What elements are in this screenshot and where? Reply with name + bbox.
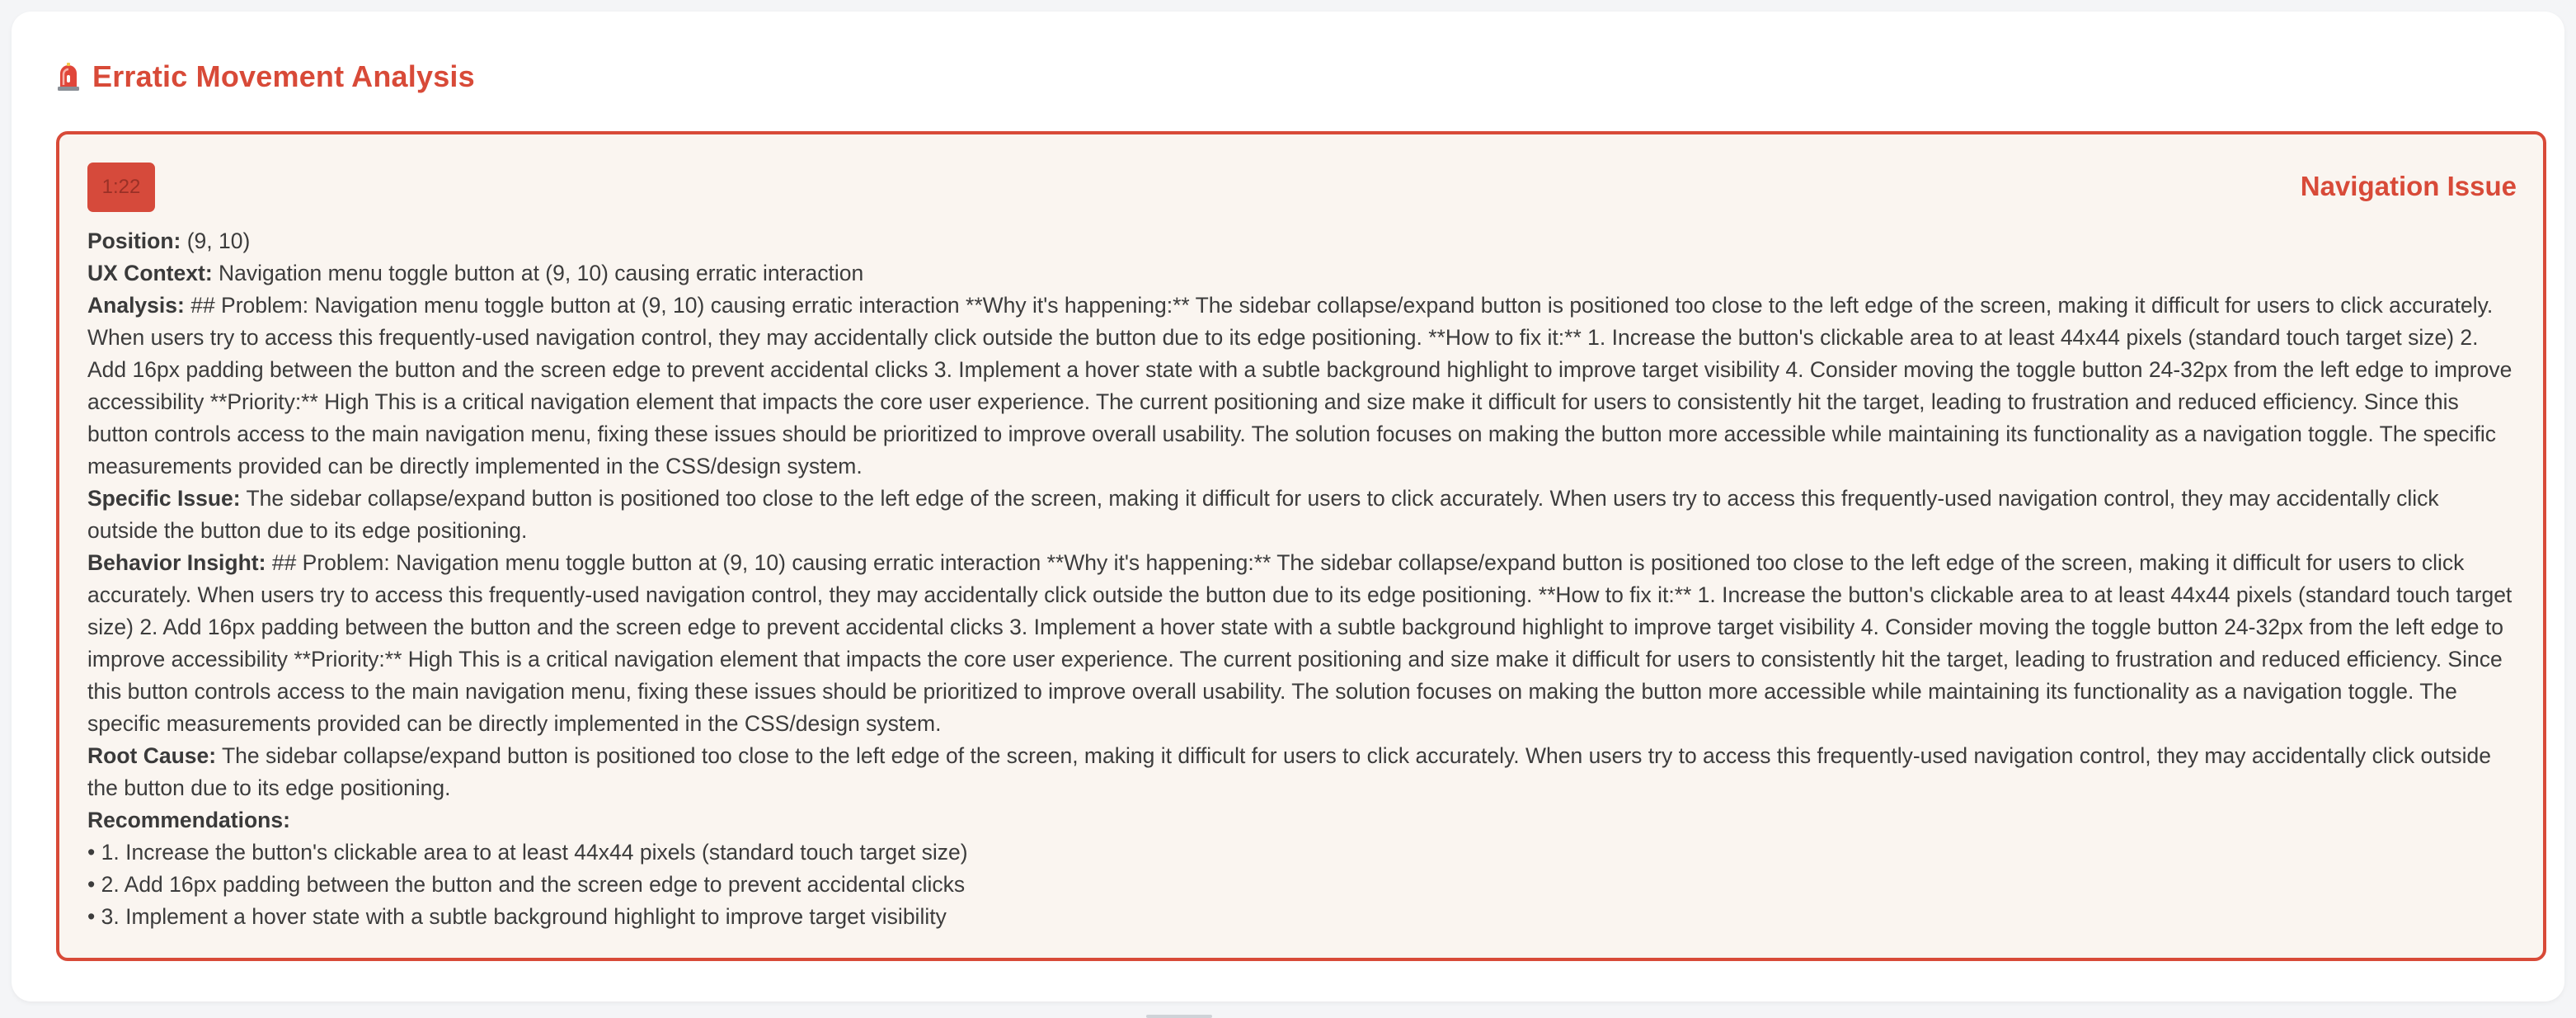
position-label: Position: [87, 229, 181, 253]
behavior-insight-value: ## Problem: Navigation menu toggle button at (9, 10) causing erratic interaction **Why it's happening:** The sidebar collapse/expand button is positioned too close to the left edge of the screen, making it difficult for users to click accurately. When users try to access this frequently-used navigation control, they may accidentally click outside the button due to its edge positioning. **How to fix it:** 1. Increase the button's clickable area to at least 44x44 pixels (standard touch target size) 2. Add 16px padding between the button and the screen edge to prevent accidental clicks 3. Implement a hover state with a subtle background highlight to improve target visibility 4. Consider moving the toggle button 24-32px from the left edge to improve accessibility **Priority:** High This is a critical navigation element that impacts the core user experience. The current positioning and size make it difficult for users to consistently hit the target, leading to frustration and reduced efficiency. Since this button controls access to the main navigation menu, fixing these issues should be prioritized to improve overall usability. The solution focuses on making the button more accessible while maintaining its functionality as a navigation toggle. The specific measurements provided can be directly implemented in the CSS/design system. [87, 550, 2513, 736]
specific-issue-label: Specific Issue: [87, 486, 241, 511]
ux-context-value: Navigation menu toggle button at (9, 10) causing erratic interaction [219, 261, 864, 285]
issue-card [56, 131, 2546, 961]
analysis-value: ## Problem: Navigation menu toggle button at (9, 10) causing erratic interaction **Why it's happening:** The sidebar collapse/expand button is positioned too close to the left edge of the screen, making it difficult for users to click accurately. When users try to access this frequently-used navigation control, they may accidentally click outside the button due to its edge positioning. **How to fix it:** 1. Increase the button's clickable area to at least 44x44 pixels (standard touch target size) 2. Add 16px padding between the button and the screen edge to prevent accidental clicks 3. Implement a hover state with a subtle background highlight to improve target visibility 4. Consider moving the toggle button 24-32px from the left edge to improve accessibility **Priority:** High This is a critical navigation element that impacts the core user experience. The current positioning and size make it difficult for users to consistently hit the target, leading to frustration and reduced efficiency. Since this button controls access to the main navigation menu, fixing these issues should be prioritized to improve overall usability. The solution focuses on making the button more accessible while maintaining its functionality as a navigation toggle. The specific measurements provided can be directly implemented in the CSS/design system. [87, 293, 2513, 478]
recommendations-heading [87, 804, 2513, 837]
specific-issue-value: The sidebar collapse/expand button is positioned too close to the left edge of the screen, making it difficult for users to click accurately. When users try to access this frequently-used navigation control, they may accidentally click outside the button due to its edge positioning. [87, 486, 2439, 543]
analysis-row [87, 290, 2513, 483]
recommendations-label: Recommendations: [87, 808, 290, 832]
behavior-insight-label: Behavior Insight: [87, 550, 266, 575]
scroll-indicator[interactable] [1146, 1015, 1212, 1018]
recommendation-item: • 3. Implement a hover state with a subtle background highlight to improve target visibility [87, 901, 2513, 933]
root-cause-value: The sidebar collapse/expand button is positioned too close to the left edge of the screen, making it difficult for users to click accurately. When users try to access this frequently-used navigation control, they may accidentally click outside the button due to its edge positioning. [87, 743, 2491, 800]
recommendation-item: • 1. Increase the button's clickable area to at least 44x44 pixels (standard touch target size) [87, 837, 2513, 869]
behavior-insight-row [87, 547, 2513, 740]
root-cause-label: Root Cause: [87, 743, 217, 768]
issue-details [87, 225, 2513, 933]
section-title: Erratic Movement Analysis [92, 59, 475, 93]
root-cause-row [87, 740, 2513, 804]
position-value: (9, 10) [186, 229, 251, 253]
issue-type-label: Navigation Issue [2300, 171, 2517, 201]
section-header [56, 59, 475, 94]
recommendation-item: • 2. Add 16px padding between the button and the screen edge to prevent accidental clicks [87, 869, 2513, 901]
siren-icon [56, 62, 81, 92]
timestamp-badge[interactable]: 1:22 [87, 163, 155, 212]
specific-issue-row [87, 483, 2513, 547]
analysis-label: Analysis: [87, 293, 185, 318]
ux-context-row [87, 257, 2513, 290]
position-row [87, 225, 2513, 257]
ux-context-label: UX Context: [87, 261, 213, 285]
analysis-panel [12, 12, 2564, 1002]
